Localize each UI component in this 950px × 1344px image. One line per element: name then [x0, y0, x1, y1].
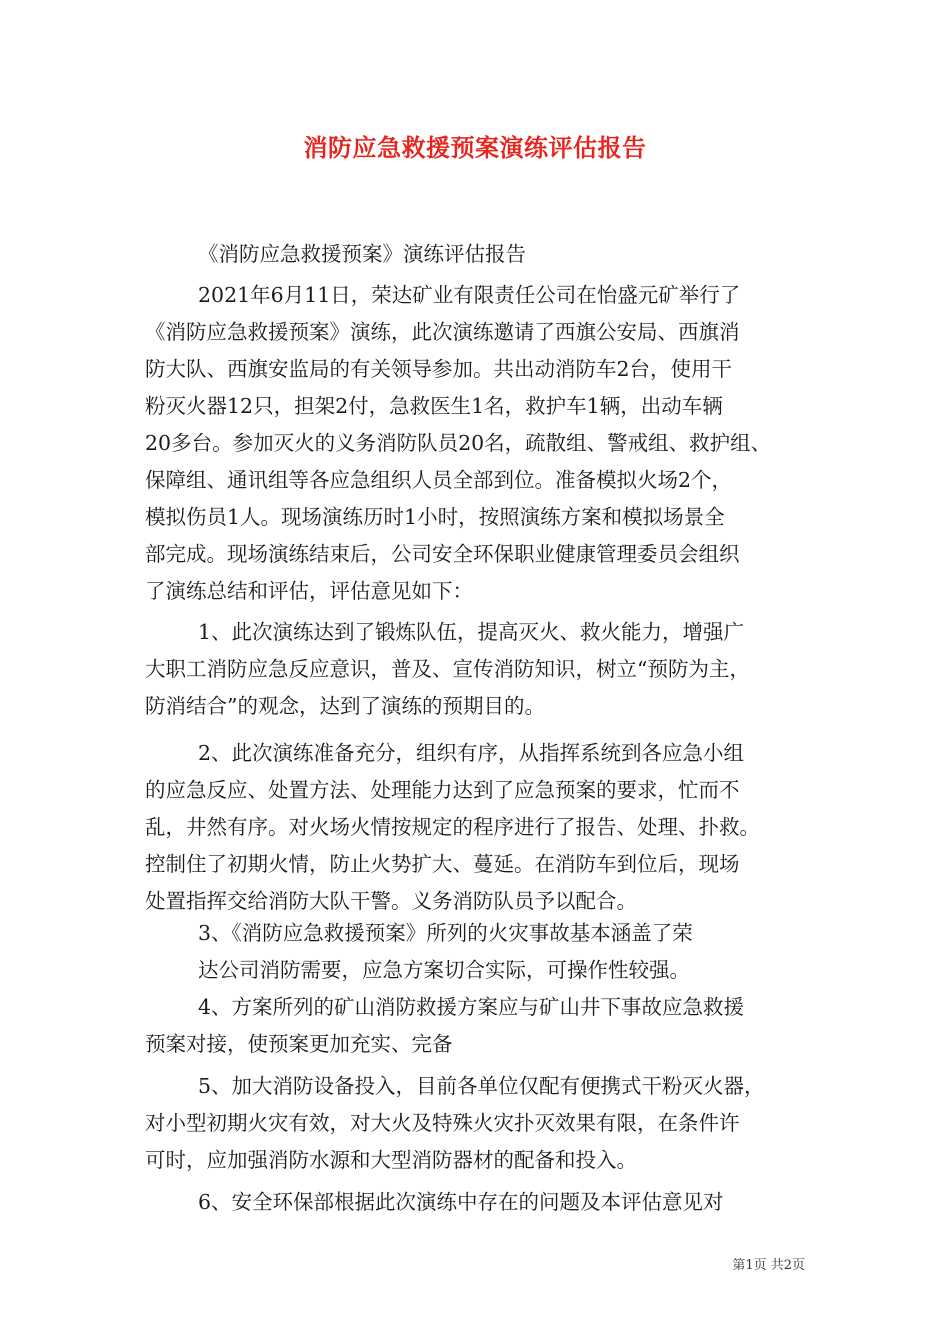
doc-line-item-2: 2、此次演练准备充分，组织有序，从指挥系统到各应急小组	[198, 741, 745, 765]
doc-line: 对小型初期火灾有效，对大火及特殊火灾扑灭效果有限，在条件许	[145, 1111, 740, 1135]
doc-line: 了演练总结和评估，评估意见如下：	[145, 579, 473, 603]
doc-line-subtitle: 《消防应急救援预案》演练评估报告	[198, 242, 526, 266]
doc-line-item-5: 5、加大消防设备投入，目前各单位仅配有便携式干粉灭火器，	[198, 1074, 765, 1098]
doc-line-item-3: 3、《消防应急救援预案》所列的火灾事故基本涵盖了荣	[198, 921, 693, 945]
doc-line: 保障组、通讯组等各应急组织人员全部到位。准备模拟火场2个，	[145, 468, 733, 492]
doc-line: 粉灭火器12只，担架2付，急救医生1名，救护车1辆，出动车辆	[145, 394, 723, 418]
doc-line: 防大队、西旗安监局的有关领导参加。共出动消防车2台，使用干	[145, 357, 733, 381]
document-title: 消防应急救援预案演练评估报告	[303, 133, 647, 162]
doc-line-item-6: 6、安全环保部根据此次演练中存在的问题及本评估意见对	[198, 1190, 724, 1214]
doc-line-item-1: 1、此次演练达到了锻炼队伍，提高灭火、救火能力，增强广	[198, 620, 745, 644]
doc-line: 处置指挥交给消防大队干警。义务消防队员予以配合。	[145, 889, 637, 913]
doc-line: 达公司消防需要，应急方案切合实际，可操作性较强。	[198, 958, 690, 982]
doc-line: 的应急反应、处置方法、处理能力达到了应急预案的要求，忙而不	[145, 778, 740, 802]
doc-line: 大职工消防应急反应意识，普及、宣传消防知识，树立“预防为主，	[145, 657, 750, 681]
doc-line: 模拟伤员1人。现场演练历时1小时，按照演练方案和模拟场景全	[145, 505, 725, 529]
doc-line: 《消防应急救援预案》演练，此次演练邀请了西旗公安局、西旗消	[145, 320, 740, 344]
doc-line: 乱，井然有序。对火场火情按规定的程序进行了报告、处理、扑救。	[145, 815, 760, 839]
doc-line: 可时，应加强消防水源和大型消防器材的配备和投入。	[145, 1148, 637, 1172]
page-number: 第1页 共2页	[732, 1258, 805, 1273]
doc-line-item-4: 4、方案所列的矿山消防救援方案应与矿山井下事故应急救援	[198, 995, 745, 1019]
doc-line: 2021年6月11日，荣达矿业有限责任公司在怡盛元矿举行了	[198, 283, 741, 307]
doc-line: 防消结合”的观念，达到了演练的预期目的。	[145, 694, 545, 718]
doc-line: 预案对接，使预案更加充实、完备	[145, 1032, 453, 1056]
doc-line: 部完成。现场演练结束后，公司安全环保职业健康管理委员会组织	[145, 542, 740, 566]
doc-line: 20多台。参加灭火的义务消防队员20名，疏散组、警戒组、救护组、	[145, 431, 772, 455]
doc-line: 控制住了初期火情，防止火势扩大、蔓延。在消防车到位后，现场	[145, 852, 740, 876]
